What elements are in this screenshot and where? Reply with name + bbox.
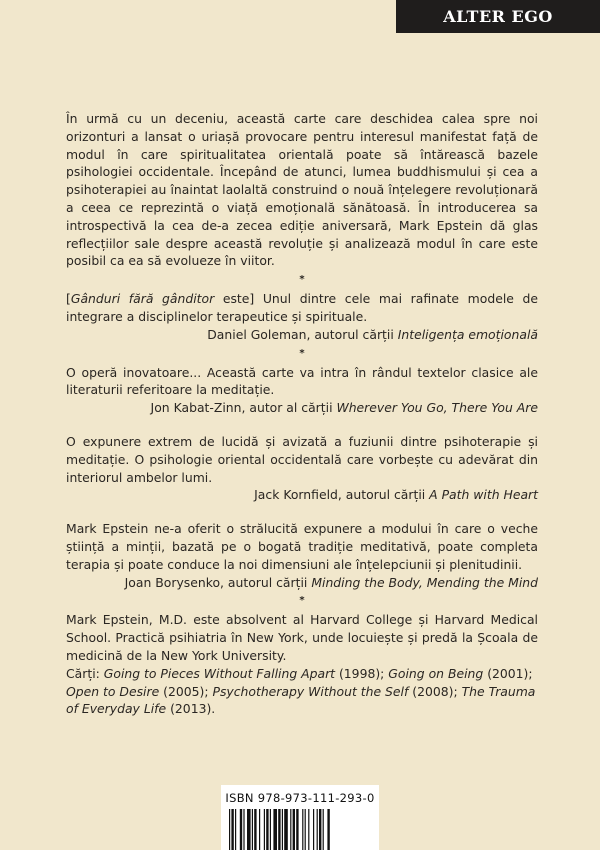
barcode-bar [254, 809, 256, 850]
barcode-bar [305, 809, 306, 850]
barcode-bar [282, 809, 283, 850]
barcode-bar [319, 809, 321, 850]
barcode-bar [308, 809, 309, 850]
review-quote: O expunere extrem de lucidă și avizată a fuziunii dintre psihoterapie și meditație. O psihologie oriental occidentală care vorbește cu adevărat din interiorul ambelor lumi. [66, 433, 538, 485]
review-kornfield [66, 433, 538, 504]
review-goleman [66, 290, 538, 343]
barcode-bar [317, 809, 318, 850]
bio-text: Mark Epstein, M.D. este absolvent al Harvard College și Harvard Medical School. Practică psihiatria în New York, unde locuiește și predă la Școala de medicină de la New York University. [66, 612, 538, 663]
review-kabat-zinn [66, 364, 538, 417]
barcode-bar [235, 809, 236, 850]
barcode-bar [296, 809, 298, 850]
book-description: În urmă cu un deceniu, această carte care deschidea calea spre noi orizonturi a lansat o uriașă provocare pentru interesul manifestat față de modul în care spiritualitatea orientală poate să întărească bazele psihologiei occidentale. Începând de atunci, lumea buddhismului și cea a psihoterapiei au înaintat laolaltă construind o nouă înțelegere revoluționară a ceea ce reprezintă o viață emoțională sănătoasă. În introducerea sa introspectivă la cea de-a zecea ediție aniversară, Mark Epstein dă glas reflecțiilor sale despre această revoluție și analizează modul în care este posibil ca ea să evolueze în viitor. [66, 111, 538, 269]
isbn-number: ISBN 978-973-111-293-0 [225, 791, 375, 805]
barcode-bar [266, 809, 268, 850]
review-quote: Mark Epstein ne-a oferit o strălucită expunere a modului în care o veche știință a minții, bazată pe o bogată tradiție meditativă, poate completa terapia și poate conduce la noi dimensiuni ale înțelepciunii și plenitudinii. [66, 521, 538, 572]
barcode-bar [290, 809, 291, 850]
barcode-bar [243, 809, 244, 850]
barcode-bar [259, 809, 260, 850]
barcode-bar [264, 809, 265, 850]
review-quote: O operă inovatoare... Această carte va intra în rândul textelor clasice ale literaturii referitoare la meditație. [66, 364, 538, 398]
barcode-bar [323, 809, 324, 850]
review-borysenko [66, 520, 538, 591]
barcode-bar [247, 809, 251, 850]
separator-star: * [299, 347, 305, 359]
publisher-logo: ALTER EGO [396, 0, 600, 33]
barcode-bar [240, 809, 242, 850]
bio-books: Cărți: Going to Pieces Without Falling Apart (1998); Going on Being (2001); Open to Desire (2005); Psychotherapy Without the Self (2008); The Trauma of Everyday Life (2013). [66, 665, 536, 717]
barcode-bar [273, 809, 277, 850]
barcode-bar [231, 809, 233, 850]
barcode-bar [284, 809, 288, 850]
author-bio [66, 611, 538, 718]
barcode-bar [278, 809, 280, 850]
review-attribution: Jon Kabat-Zinn, autor al cărții Wherever You Go, There You Are [150, 400, 538, 416]
barcode-bar [252, 809, 253, 850]
review-quote: [Gânduri fără gânditor este] Unul dintre cele mai rafinate modele de integrare a disciplinelor terapeutice și spirituale. [66, 291, 538, 324]
back-cover-text [66, 110, 538, 718]
barcode-bar [327, 809, 329, 850]
review-attribution: Joan Borysenko, autorul cărții Minding the Body, Mending the Mind [124, 574, 538, 590]
separator-star: * [299, 274, 305, 286]
barcode-bars [229, 809, 371, 850]
barcode-bar [270, 809, 271, 850]
barcode-bar [293, 809, 295, 850]
barcode-bar [229, 809, 230, 850]
review-attribution: Daniel Goleman, autorul cărții Inteligența emoțională [207, 326, 538, 342]
isbn-barcode [221, 785, 379, 850]
review-attribution: Jack Kornfield, autorul cărții A Path with Heart [254, 487, 538, 503]
separator-star: * [299, 595, 305, 607]
barcode-bar [313, 809, 314, 850]
barcode-bar [302, 809, 303, 850]
